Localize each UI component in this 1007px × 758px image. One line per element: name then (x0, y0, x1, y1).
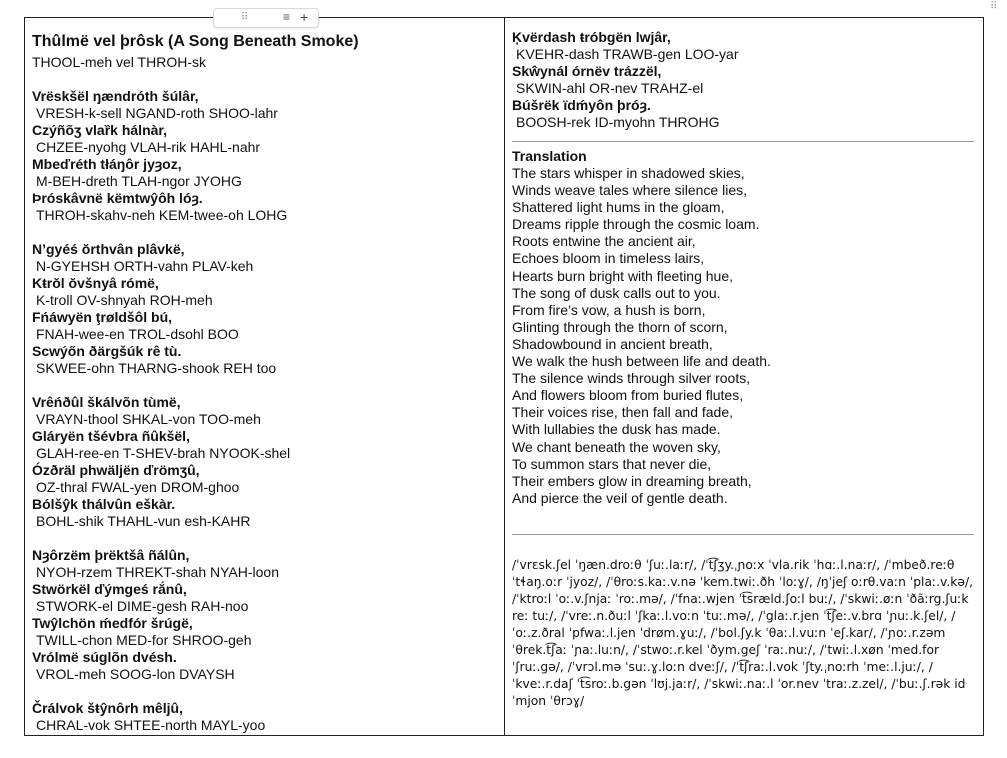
right-column (512, 29, 974, 710)
drag-handle-icon[interactable]: ⠿ (241, 12, 248, 23)
verse-pronunciation: KVEHR-dash TRAWB-gen LOO-yar (516, 46, 739, 62)
verse-line: Vrêńðûl škálvõn tùmë, (32, 394, 181, 410)
verse-pronunciation: VROL-meh SOOG-lon DVAYSH (36, 666, 235, 682)
translation-line: Winds weave tales where silence lies, (512, 182, 747, 199)
verse-pronunciation: BOOSH-rek ID-myohn THROHG (516, 114, 720, 130)
translation-line: To summon stars that never die, (512, 455, 712, 472)
verse-line: Búšrëk ïdḿyôn þróȝ. (512, 97, 651, 113)
stanza (32, 88, 497, 224)
verse-pronunciation: THROH-skahv-neh KEM-twee-oh LOHG (36, 207, 288, 223)
translation-lines (512, 165, 974, 507)
translation-line: The song of dusk calls out to you. (512, 284, 721, 301)
translation-line: The stars whisper in shadowed skies, (512, 165, 745, 181)
column-divider (504, 18, 505, 735)
stanza (32, 241, 497, 377)
verse-pronunciation: OZ-thral FWAL-yen DROM-ghoo (36, 479, 240, 495)
translation-line: Hearts burn bright with fleeting hue, (512, 267, 734, 284)
translation-line: Glinting through the thorn of scorn, (512, 318, 728, 335)
ipa-transcription: /ˈvrɛsk.ʃel ˈŋæn.droːθ ˈʃuː.laːr/, /ˈt͡ʃʒy.ˌɲoːx ˈvla.rik ˈhɑː.l.naːr/, /ˈmbeð.reːθ ˈtɬaŋ.oːr ˈjyoz/, /ˈθroːs.kaː.v.nə ˈkem.twiː.ðh ˈloːɣ/, /ŋˈjeʃ oːrθ.vaːn ˈplaː.v.kə/, /ˈktroːl ˈoː.v.ʃnjaː ˈroː.mə/, /ˈfnaː.wjen ˈt͡sræld.ʃoːl buː/, /ˈskwiː.øːn ˈðãːrg.ʃuːk reː tuː/, /ˈvreː.n.ðuːl ˈʃkaː.l.voːn ˈtuː.mə/, /ˈglaː.r.jen ˈt͡ʃeː.v.brɑ ˈɲuː.k.ʃel/, /ˈoː.z.ðral ˈpfwaː.l.jen ˈdrøm.ɣuː/, /ˈbol.ʃy.k ˈθaː.l.vuːn ˈeʃ.kar/, /ˈɲoː.r.zəm ˈθrek.t͡ʃaː ˈɲaː.luːn/, /ˈstwoː.r.kel ˈðym.geʃ ˈraː.nuː/, /ˈtwiː.l.xøn ˈmed.for ˈʃruː.gə/, /ˈvrɔl.mə ˈsuː.ɣ.loːn dveːʃ/, /ˈt͡ʃraː.l.vok ˈʃty.ˌnoːrh ˈmeː.l.juː/, /ˈkveː.r.daʃ ˈt͡sroː.b.gən ˈlʊj.jaːr/, /ˈskwiː.naː.l ˈor.nev ˈtraː.z.zel/, /ˈbuː.ʃ.rək idˈmjon ˈθrɔɣ/ (512, 557, 974, 708)
verse-line: N’gyéś ŏrthvân plâvkë, (32, 241, 185, 257)
translation-heading: Translation (512, 148, 587, 164)
stanza-list (32, 88, 497, 734)
verse-pronunciation: BOHL-shik THAHL-vun esh-KAHR (36, 513, 251, 529)
verse-pronunciation: VRESH-k-sell NGAND-roth SHOO-lahr (36, 105, 278, 121)
translation-line: We chant beneath the woven sky, (512, 438, 721, 455)
verse-line: Črálvok šŧŷnôrh mêljû, (32, 700, 183, 716)
align-left-icon[interactable]: ≡ (283, 10, 291, 24)
translation-line: We walk the hush between life and death. (512, 353, 771, 370)
stanza (32, 700, 497, 734)
translation-line: From fire’s vow, a hush is born, (512, 301, 706, 318)
song-table (24, 17, 984, 736)
verse-line: Ķvërdash ŧróbgën lwjâr, (512, 29, 671, 45)
stanza-continuation (512, 29, 974, 131)
verse-line: Vrëskšël ŋændróth šúlâr, (32, 88, 199, 104)
verse-line: Vrólmë súglõn dvésh. (32, 649, 177, 665)
translation-section (512, 148, 974, 507)
translation-line: Echoes bloom in timeless lairs, (512, 250, 705, 267)
translation-line: And pierce the veil of gentle death. (512, 489, 728, 506)
block-toolbar[interactable] (213, 8, 319, 28)
verse-line: Czýñõʒ vlaȑk hálnàr, (32, 122, 167, 138)
verse-line: Scwýőn ðärgšúk rê tù. (32, 343, 182, 359)
verse-pronunciation: SKWIN-ahl OR-nev TRAHZ-el (516, 80, 704, 96)
verse-pronunciation: CHZEE-nyohg VLAH-rik HAHL-nahr (36, 139, 261, 155)
song-title-pronunciation: THOOL-meh vel THROH-sk (32, 54, 206, 70)
verse-pronunciation: M-BEH-dreth TLAH-ngor JYOHG (36, 173, 242, 189)
translation-line: Shadowbound in ancient breath, (512, 335, 713, 352)
verse-pronunciation: STWORK-el DIME-gesh RAH-noo (36, 598, 249, 614)
verse-line: Mbeďréth tłáŋôr jyȝoz, (32, 156, 182, 172)
verse-line: Fńáwyën ţrøldšôl bú, (32, 309, 173, 325)
separator-rule (512, 534, 974, 535)
verse-line: Bólšŷk thálvûn eškàr. (32, 496, 176, 512)
verse-line: Stwörkël ďýmgeś rắnû, (32, 581, 187, 597)
translation-line: Dreams ripple through the cosmic loam. (512, 216, 760, 233)
translation-line: With lullabies the dusk has made. (512, 421, 721, 438)
verse-pronunciation: TWILL-chon MED-for SHROO-geh (36, 632, 252, 648)
verse-line: Nȝôrzëm þrëktšâ ñálûn, (32, 547, 190, 563)
verse-line: Þróskâvnë këmtwŷôh lóȝ. (32, 190, 203, 206)
translation-line: Shattered light hums in the gloam, (512, 199, 725, 216)
translation-line: The silence winds through silver roots, (512, 370, 751, 387)
verse-pronunciation: FNAH-wee-en TROL-dsohl BOO (36, 326, 239, 342)
separator-rule (512, 141, 974, 142)
translation-line: And flowers bloom from buried flutes, (512, 387, 744, 404)
translation-line: Their voices rise, then fall and fade, (512, 404, 734, 421)
verse-line: Twŷlchön ḿedfór šrúgë, (32, 615, 193, 631)
verse-line: Kŧrŏl ŏvšnyâ rómë, (32, 275, 159, 291)
verse-line: Ózðräl phwäljën ďrömʒû, (32, 462, 200, 478)
stanza (32, 394, 497, 530)
verse-pronunciation: NYOH-rzem THREKT-shah NYAH-loon (36, 564, 279, 580)
translation-line: Their embers glow in dreaming breath, (512, 472, 752, 489)
verse-pronunciation: N-GYEHSH ORTH-vahn PLAV-keh (36, 258, 254, 274)
song-title: Thûlmë vel þrôsk (A Song Beneath Smoke) (32, 33, 359, 50)
verse-pronunciation: SKWEE-ohn THARNG-shook REH too (36, 360, 277, 376)
verse-line: Gláryën tšévbra ñûkšël, (32, 428, 190, 444)
verse-pronunciation: VRAYN-thool SHKAL-von TOO-meh (36, 411, 261, 427)
corner-drag-handle-icon[interactable]: ⠿ (990, 1, 997, 12)
translation-line: Roots entwine the ancient air, (512, 233, 696, 250)
plus-icon[interactable]: + (300, 9, 309, 25)
verse-pronunciation: GLAH-ree-en T-SHEV-brah NYOOK-shel (36, 445, 291, 461)
verse-pronunciation: CHRAL-vok SHTEE-north MAYL-yoo (36, 717, 266, 733)
verse-line: Skŵynál órnëv trázzël, (512, 63, 662, 79)
stanza (32, 547, 497, 683)
left-column (32, 32, 497, 734)
verse-pronunciation: K-troll OV-shnyah ROH-meh (36, 292, 213, 308)
